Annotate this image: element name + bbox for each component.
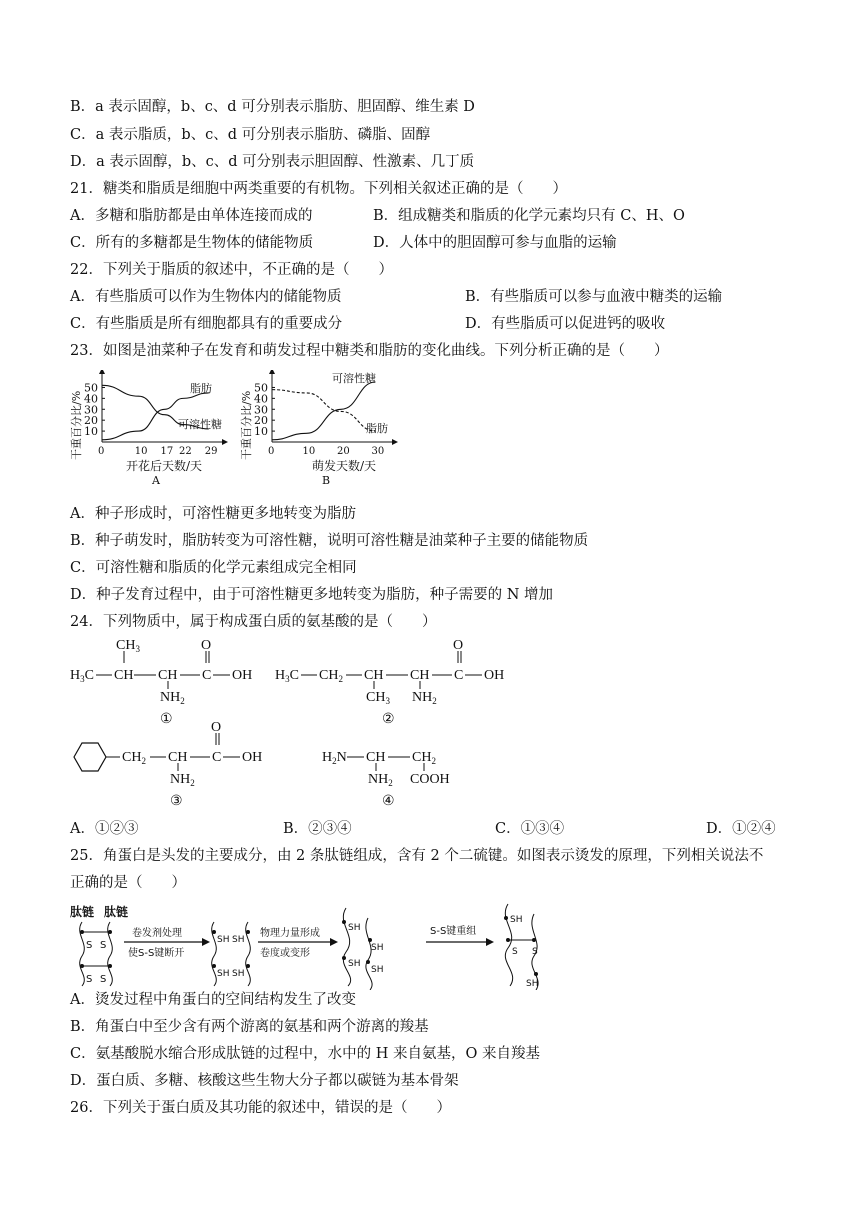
svg-text:SH: SH [371,943,384,953]
y-tick-label: 20 [254,414,268,428]
arrow-step-1 [124,926,210,959]
svg-text:C: C [212,750,222,765]
y-tick-label: 10 [84,425,98,439]
q24-option-b: B．②③④ [283,821,352,837]
svg-text:COOH: COOH [410,772,450,787]
chart-a-xlabel: 开花后天数/天 [126,459,203,473]
q21-option-c: C．所有的多糖都是生物体的储能物质 [70,235,314,251]
q21-stem: 21．糖类和脂质是细胞中两类重要的有机物。下列相关叙述正确的是（ ） [70,181,567,197]
svg-text:SH: SH [217,935,230,945]
svg-text:S: S [86,974,93,985]
y-tick-label: 40 [254,392,268,406]
amino-acid-4 [322,750,450,809]
chain-label-2: 肽链 [104,905,129,919]
amino-acid-3 [74,720,262,809]
chart-a-ylabel: 干重百分比/% [70,390,83,460]
svg-text:CH2: $CH_2$ [122,750,146,766]
step1-label-b: 使S-S键断开 [128,948,185,959]
amino-acid-2-label: ② [382,712,395,727]
q25-option-b: B．角蛋白中至少含有两个游离的氨基和两个游离的羧基 [70,1019,429,1035]
q26-stem: 26．下列关于蛋白质及其功能的叙述中，错误的是（ ） [70,1100,451,1116]
q21-option-a: A．多糖和脂肪都是由单体连接而成的 [70,208,313,224]
svg-text:OH: OH [232,668,253,683]
svg-text:S: S [512,947,518,957]
q20-option-c: C．a 表示脂质，b、c、d 可分别表示脂肪、磷脂、固醇 [70,127,431,143]
svg-text:O: O [201,638,212,653]
q25-option-a: A．烫发过程中角蛋白的空间结构发生了改变 [70,992,356,1008]
q23-option-a: A．种子形成时，可溶性糖更多地转变为脂肪 [70,506,356,522]
q23-option-c: C．可溶性糖和脂质的化学元素组成完全相同 [70,560,357,576]
svg-text:OH: OH [242,750,263,765]
y-tick-label: 30 [254,403,268,417]
svg-text:SH: SH [348,923,361,933]
svg-text:CH: CH [410,668,430,683]
x-axis-arrow [222,439,228,445]
chart-a-panel-label: A [152,474,160,487]
q22-option-a: A．有些脂质可以作为生物体内的储能物质 [70,289,342,305]
chart-b-panel-label: B [322,474,331,487]
svg-text:SH: SH [232,969,245,979]
q24-option-a: A．①②③ [70,821,139,837]
y-tick-label: 20 [84,414,98,428]
svg-text:C: C [454,668,464,683]
q23-option-d: D．种子发育过程中，由于可溶性糖更多地转变为脂肪，种子需要的 N 增加 [70,587,554,603]
q25-perm-diagram [68,900,568,990]
svg-text:S: S [86,940,93,951]
q24-structures [60,635,540,815]
svg-text:CH3: $CH_3$ [116,638,140,654]
q20-option-d: D．a 表示固醇，b、c、d 可分别表示胆固醇、性激素、几丁质 [70,154,475,170]
q25-stem-line1: 25．角蛋白是头发的主要成分，由 2 条肽链组成，含有 2 个二硫键。如图表示烫发的原理，下列相关说法不 [70,848,764,864]
svg-text:O: O [453,638,464,653]
q23-chart-a [70,370,235,490]
q23-chart-b [240,370,405,490]
x-tick-label: 17 [160,446,174,457]
svg-text:SH: SH [371,965,384,975]
x-tick-label: 30 [371,446,385,457]
svg-text:S: S [100,974,107,985]
q24-option-d: D．①②④ [706,821,776,837]
amino-acid-2 [275,638,504,727]
x-tick-label: 0 [98,446,105,457]
series-label-2: 可溶性糖 [178,418,222,431]
q24-option-c: C．①③④ [495,821,565,837]
svg-text:CH: CH [168,750,188,765]
stage-3-deformed [342,908,383,990]
q25-option-d: D．蛋白质、多糖、核酸这些生物大分子都以碳链为基本骨架 [70,1073,459,1089]
step2-label-b: 卷度或变形 [260,948,310,959]
x-axis-arrow [392,439,398,445]
x-tick-label: 10 [134,446,148,457]
y-axis-arrow [269,370,275,374]
svg-text:SH: SH [348,959,361,969]
svg-text:H2N: $H_2N$ [322,750,347,766]
arrow-step-2 [258,926,338,959]
q23-stem: 23．如图是油菜种子在发育和萌发过程中糖类和脂肪的变化曲线。下列分析正确的是（ ） [70,343,669,359]
svg-text:S: S [100,940,107,951]
q25-stem-line2: 正确的是（ ） [70,875,186,891]
chain-label-1: 肽链 [70,905,95,919]
q21-option-d: D．人体中的胆固醇可参与血脂的运输 [373,235,617,251]
svg-text:CH: CH [366,750,386,765]
series-label-1: 可溶性糖 [332,372,376,385]
stage-4-reformed [504,904,538,990]
stage-1-intact-chains [70,904,128,986]
q22-option-c: C．有些脂质是所有细胞都具有的重要成分 [70,316,343,332]
svg-text:SH: SH [217,969,230,979]
y-tick-label: 10 [254,425,268,439]
svg-text:O: O [211,720,222,735]
svg-text:CH2: $CH_2$ [412,750,436,766]
step3-label: S-S键重组 [430,926,477,937]
amino-acid-4-label: ④ [382,794,395,809]
svg-text:H3C: $H_3C$ [275,668,299,684]
series-label-1: 脂肪 [190,382,212,395]
y-tick-label: 30 [84,403,98,417]
q22-stem: 22．下列关于脂质的叙述中，不正确的是（ ） [70,262,393,278]
step2-label-a: 物理力量形成 [260,928,320,939]
svg-text:SH: SH [232,935,245,945]
svg-text:OH: OH [484,668,505,683]
amino-acid-1-label: ① [160,712,173,727]
svg-text:NH2: $NH_2$ [160,690,185,706]
benzene-ring-icon [74,743,106,771]
q23-option-b: B．种子萌发时，脂肪转变为可溶性糖，说明可溶性糖是油菜种子主要的储能物质 [70,533,589,549]
svg-text:CH: CH [158,668,178,683]
x-tick-label: 22 [178,446,192,457]
amino-acid-1 [70,638,252,727]
svg-text:CH: CH [114,668,134,683]
x-tick-label: 29 [204,446,218,457]
svg-text:NH2: $NH_2$ [170,772,195,788]
y-tick-label: 50 [84,381,98,395]
step1-label-a: 卷发剂处理 [132,928,182,939]
q21-option-b: B．组成糖类和脂质的化学元素均只有 C、H、O [373,208,685,224]
q25-option-c: C．氨基酸脱水缩合形成肽链的过程中，水中的 H 来自氨基，O 来自羧基 [70,1046,540,1062]
svg-text:CH3: $CH_3$ [366,690,390,706]
svg-text:S: S [532,947,538,957]
svg-text:NH2: $NH_2$ [412,690,437,706]
svg-text:SH: SH [526,979,539,989]
x-tick-label: 0 [268,446,275,457]
x-tick-label: 20 [337,446,350,457]
arrow-step-3 [426,924,494,946]
y-tick-label: 40 [84,392,98,406]
svg-text:C: C [202,668,212,683]
series-label-2: 脂肪 [366,422,388,435]
q22-option-d: D．有些脂质可以促进钙的吸收 [465,316,666,332]
series-line-1 [102,393,209,440]
amino-acid-3-label: ③ [170,794,183,809]
stage-2-broken-bonds [212,922,251,986]
svg-text:CH: CH [364,668,384,683]
q20-option-b: B．a 表示固醇，b、c、d 可分别表示脂肪、胆固醇、维生素 D [70,99,475,115]
chart-b-xlabel: 萌发天数/天 [312,459,377,473]
svg-text:CH2: $CH_2$ [319,668,343,684]
y-axis-arrow [99,370,105,374]
svg-text:SH: SH [510,915,523,925]
chart-b-ylabel: 干重百分比/% [240,390,253,460]
series-line-2 [272,390,376,431]
y-tick-label: 50 [254,381,268,395]
x-tick-label: 10 [302,446,316,457]
svg-text:NH2: $NH_2$ [368,772,393,788]
q22-option-b: B．有些脂质可以参与血液中糖类的运输 [465,289,723,305]
svg-text:H3C: $H_3C$ [70,668,94,684]
q24-stem: 24．下列物质中，属于构成蛋白质的氨基酸的是（ ） [70,614,437,630]
